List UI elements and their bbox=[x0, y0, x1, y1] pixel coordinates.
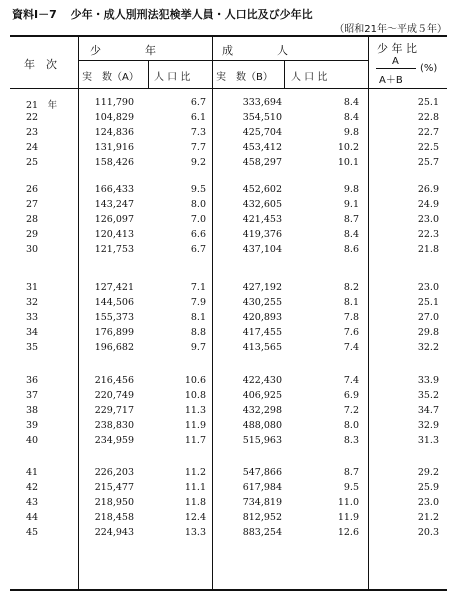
cell-year: 39 bbox=[26, 420, 39, 431]
table-top-rule bbox=[10, 35, 447, 37]
cell-bp: 9.8 bbox=[343, 184, 359, 195]
col-rule-b bbox=[284, 61, 285, 88]
cell-ap: 7.3 bbox=[190, 127, 206, 138]
cell-bp: 8.0 bbox=[343, 420, 359, 431]
cell-r: 33.9 bbox=[417, 375, 439, 386]
cell-r: 24.9 bbox=[417, 199, 439, 210]
cell-ap: 7.0 bbox=[190, 214, 206, 225]
header-juvenile: 少 年 bbox=[90, 44, 156, 57]
cell-a: 218,458 bbox=[94, 512, 134, 523]
cell-ap: 12.4 bbox=[184, 512, 206, 523]
cell-year: 42 bbox=[26, 482, 39, 493]
cell-b: 413,565 bbox=[242, 342, 282, 353]
cell-b: 488,080 bbox=[242, 420, 282, 431]
cell-year: 27 bbox=[26, 199, 39, 210]
table-row bbox=[0, 312, 457, 324]
cell-b: 432,298 bbox=[242, 405, 282, 416]
cell-ap: 9.2 bbox=[190, 157, 206, 168]
title-label: 資料Ⅰ－7 bbox=[12, 8, 57, 21]
table-row bbox=[0, 282, 457, 294]
cell-bp: 9.5 bbox=[343, 482, 359, 493]
cell-bp: 9.8 bbox=[343, 127, 359, 138]
cell-r: 21.2 bbox=[417, 512, 439, 523]
cell-a: 155,373 bbox=[94, 312, 134, 323]
cell-r: 35.2 bbox=[417, 390, 439, 401]
cell-a: 238,830 bbox=[94, 420, 134, 431]
table-row bbox=[0, 420, 457, 432]
cell-year: 43 bbox=[26, 497, 39, 508]
cell-b: 437,104 bbox=[242, 244, 282, 255]
cell-year: 31 bbox=[26, 282, 39, 293]
table-row bbox=[0, 390, 457, 402]
title-main: 少年・成人別刑法犯検挙人員・人口比及び少年比 bbox=[70, 8, 313, 21]
cell-b: 354,510 bbox=[242, 112, 282, 123]
cell-year: 28 bbox=[26, 214, 39, 225]
cell-b: 417,455 bbox=[242, 327, 282, 338]
cell-r: 22.3 bbox=[417, 229, 439, 240]
cell-r: 22.7 bbox=[417, 127, 439, 138]
cell-bp: 8.1 bbox=[343, 297, 359, 308]
cell-year: 41 bbox=[26, 467, 39, 478]
cell-r: 22.5 bbox=[417, 142, 439, 153]
cell-b: 333,694 bbox=[242, 97, 282, 108]
table-row bbox=[0, 482, 457, 494]
cell-b: 812,952 bbox=[242, 512, 282, 523]
cell-a: 215,477 bbox=[94, 482, 134, 493]
cell-year: 22 bbox=[26, 112, 39, 123]
table-row bbox=[0, 512, 457, 524]
cell-bp: 8.4 bbox=[343, 97, 359, 108]
header-bottom-rule bbox=[10, 88, 447, 89]
cell-b: 432,605 bbox=[242, 199, 282, 210]
cell-a: 220,749 bbox=[94, 390, 134, 401]
ratio-formula-numerator: A bbox=[392, 56, 399, 67]
table-row bbox=[0, 435, 457, 447]
cell-r: 21.8 bbox=[417, 244, 439, 255]
header-year: 年 次 bbox=[24, 58, 57, 71]
header-adult-count: 実 数（B） bbox=[216, 72, 273, 83]
cell-a: 104,829 bbox=[94, 112, 134, 123]
cell-r: 25.1 bbox=[417, 297, 439, 308]
cell-a: 131,916 bbox=[94, 142, 134, 153]
cell-year: 24 bbox=[26, 142, 39, 153]
table-bottom-rule bbox=[10, 589, 447, 591]
cell-r: 32.2 bbox=[417, 342, 439, 353]
cell-ap: 6.7 bbox=[190, 244, 206, 255]
cell-r: 25.1 bbox=[417, 97, 439, 108]
cell-a: 176,899 bbox=[94, 327, 134, 338]
cell-a: 120,413 bbox=[94, 229, 134, 240]
document-title bbox=[12, 6, 313, 22]
cell-r: 27.0 bbox=[417, 312, 439, 323]
cell-bp: 8.2 bbox=[343, 282, 359, 293]
cell-year: 29 bbox=[26, 229, 39, 240]
cell-year: 37 bbox=[26, 390, 39, 401]
cell-r: 22.8 bbox=[417, 112, 439, 123]
cell-ap: 13.3 bbox=[184, 527, 206, 538]
cell-year: 26 bbox=[26, 184, 39, 195]
cell-r: 25.7 bbox=[417, 157, 439, 168]
cell-bp: 11.0 bbox=[337, 497, 359, 508]
cell-b: 419,376 bbox=[242, 229, 282, 240]
table-row bbox=[0, 127, 457, 139]
table-row bbox=[0, 244, 457, 256]
cell-bp: 12.6 bbox=[337, 527, 359, 538]
cell-b: 734,819 bbox=[242, 497, 282, 508]
cell-b: 422,430 bbox=[242, 375, 282, 386]
cell-ap: 8.1 bbox=[190, 312, 206, 323]
cell-a: 144,506 bbox=[94, 297, 134, 308]
cell-a: 196,682 bbox=[94, 342, 134, 353]
table-row bbox=[0, 342, 457, 354]
cell-bp: 8.4 bbox=[343, 229, 359, 240]
ratio-fraction-bar bbox=[376, 68, 416, 69]
cell-year: 45 bbox=[26, 527, 39, 538]
header-adult-pop: 人 口 比 bbox=[291, 72, 328, 83]
cell-bp: 11.9 bbox=[337, 512, 359, 523]
table-row bbox=[0, 142, 457, 154]
cell-r: 23.0 bbox=[417, 497, 439, 508]
table-row bbox=[0, 184, 457, 196]
table-row bbox=[0, 214, 457, 226]
cell-a: 143,247 bbox=[94, 199, 134, 210]
cell-b: 547,866 bbox=[242, 467, 282, 478]
cell-year: 30 bbox=[26, 244, 39, 255]
cell-a: 126,097 bbox=[94, 214, 134, 225]
cell-r: 32.9 bbox=[417, 420, 439, 431]
cell-b: 430,255 bbox=[242, 297, 282, 308]
cell-year: 35 bbox=[26, 342, 39, 353]
cell-a: 226,203 bbox=[94, 467, 134, 478]
cell-a: 111,790 bbox=[94, 97, 134, 108]
cell-bp: 6.9 bbox=[343, 390, 359, 401]
header-mid-rule bbox=[78, 60, 368, 61]
cell-bp: 7.4 bbox=[343, 375, 359, 386]
cell-year: 40 bbox=[26, 435, 39, 446]
cell-year: 33 bbox=[26, 312, 39, 323]
cell-bp: 8.6 bbox=[343, 244, 359, 255]
cell-a: 121,753 bbox=[94, 244, 134, 255]
cell-b: 617,984 bbox=[242, 482, 282, 493]
cell-a: 216,456 bbox=[94, 375, 134, 386]
cell-bp: 7.8 bbox=[343, 312, 359, 323]
cell-ap: 7.1 bbox=[190, 282, 206, 293]
cell-r: 29.8 bbox=[417, 327, 439, 338]
cell-year: 23 bbox=[26, 127, 39, 138]
cell-r: 34.7 bbox=[417, 405, 439, 416]
cell-a: 234,959 bbox=[94, 435, 134, 446]
cell-b: 453,412 bbox=[242, 142, 282, 153]
cell-bp: 7.2 bbox=[343, 405, 359, 416]
cell-a: 127,421 bbox=[94, 282, 134, 293]
cell-b: 420,893 bbox=[242, 312, 282, 323]
cell-year: 38 bbox=[26, 405, 39, 416]
cell-r: 25.9 bbox=[417, 482, 439, 493]
cell-b: 515,963 bbox=[242, 435, 282, 446]
table-row bbox=[0, 497, 457, 509]
cell-ap: 9.5 bbox=[190, 184, 206, 195]
cell-a: 218,950 bbox=[94, 497, 134, 508]
cell-ap: 11.7 bbox=[184, 435, 206, 446]
cell-a: 224,943 bbox=[94, 527, 134, 538]
table-row bbox=[0, 157, 457, 169]
cell-b: 883,254 bbox=[242, 527, 282, 538]
cell-a: 124,836 bbox=[94, 127, 134, 138]
cell-bp: 8.7 bbox=[343, 214, 359, 225]
document-subtitle: （昭和21年～平成５年） bbox=[334, 24, 447, 35]
cell-ap: 11.3 bbox=[184, 405, 206, 416]
table-row bbox=[0, 327, 457, 339]
cell-b: 427,192 bbox=[242, 282, 282, 293]
header-juvenile-count: 実 数（A） bbox=[82, 72, 139, 83]
cell-ap: 11.2 bbox=[184, 467, 206, 478]
cell-bp: 9.1 bbox=[343, 199, 359, 210]
cell-b: 452,602 bbox=[242, 184, 282, 195]
cell-bp: 7.4 bbox=[343, 342, 359, 353]
cell-b: 458,297 bbox=[242, 157, 282, 168]
cell-ap: 6.6 bbox=[190, 229, 206, 240]
cell-r: 29.2 bbox=[417, 467, 439, 478]
cell-a: 166,433 bbox=[94, 184, 134, 195]
table-row bbox=[0, 97, 457, 109]
cell-b: 421,453 bbox=[242, 214, 282, 225]
cell-r: 23.0 bbox=[417, 214, 439, 225]
ratio-unit: (%) bbox=[420, 63, 438, 74]
cell-bp: 10.2 bbox=[337, 142, 359, 153]
cell-r: 26.9 bbox=[417, 184, 439, 195]
header-adult: 成 人 bbox=[222, 44, 288, 57]
cell-bp: 8.4 bbox=[343, 112, 359, 123]
cell-ap: 11.9 bbox=[184, 420, 206, 431]
table-row bbox=[0, 112, 457, 124]
cell-ap: 7.9 bbox=[190, 297, 206, 308]
cell-r: 20.3 bbox=[417, 527, 439, 538]
cell-ap: 7.7 bbox=[190, 142, 206, 153]
table-row bbox=[0, 297, 457, 309]
cell-ap: 6.7 bbox=[190, 97, 206, 108]
cell-bp: 8.7 bbox=[343, 467, 359, 478]
cell-bp: 7.6 bbox=[343, 327, 359, 338]
cell-year: 21 年 bbox=[26, 100, 58, 111]
table-row bbox=[0, 467, 457, 479]
cell-a: 158,426 bbox=[94, 157, 134, 168]
cell-a: 229,717 bbox=[94, 405, 134, 416]
cell-year: 36 bbox=[26, 375, 39, 386]
cell-b: 425,704 bbox=[242, 127, 282, 138]
cell-bp: 10.1 bbox=[337, 157, 359, 168]
header-juvenile-pop: 人 口 比 bbox=[154, 72, 191, 83]
ratio-formula-denominator: A＋B bbox=[379, 75, 403, 86]
cell-ap: 11.1 bbox=[184, 482, 206, 493]
table-row bbox=[0, 229, 457, 241]
cell-ap: 9.7 bbox=[190, 342, 206, 353]
cell-year: 34 bbox=[26, 327, 39, 338]
table-row bbox=[0, 199, 457, 211]
header-ratio: 少 年 比 bbox=[377, 42, 417, 55]
cell-year: 32 bbox=[26, 297, 39, 308]
cell-b: 406,925 bbox=[242, 390, 282, 401]
table-row bbox=[0, 405, 457, 417]
cell-bp: 8.3 bbox=[343, 435, 359, 446]
table-row bbox=[0, 527, 457, 539]
cell-ap: 10.8 bbox=[184, 390, 206, 401]
cell-ap: 8.8 bbox=[190, 327, 206, 338]
cell-ap: 11.8 bbox=[184, 497, 206, 508]
cell-r: 31.3 bbox=[417, 435, 439, 446]
cell-ap: 6.1 bbox=[190, 112, 206, 123]
table-row bbox=[0, 375, 457, 387]
cell-year: 25 bbox=[26, 157, 39, 168]
cell-r: 23.0 bbox=[417, 282, 439, 293]
cell-year: 44 bbox=[26, 512, 39, 523]
col-rule-a bbox=[148, 61, 149, 88]
cell-ap: 8.0 bbox=[190, 199, 206, 210]
cell-ap: 10.6 bbox=[184, 375, 206, 386]
